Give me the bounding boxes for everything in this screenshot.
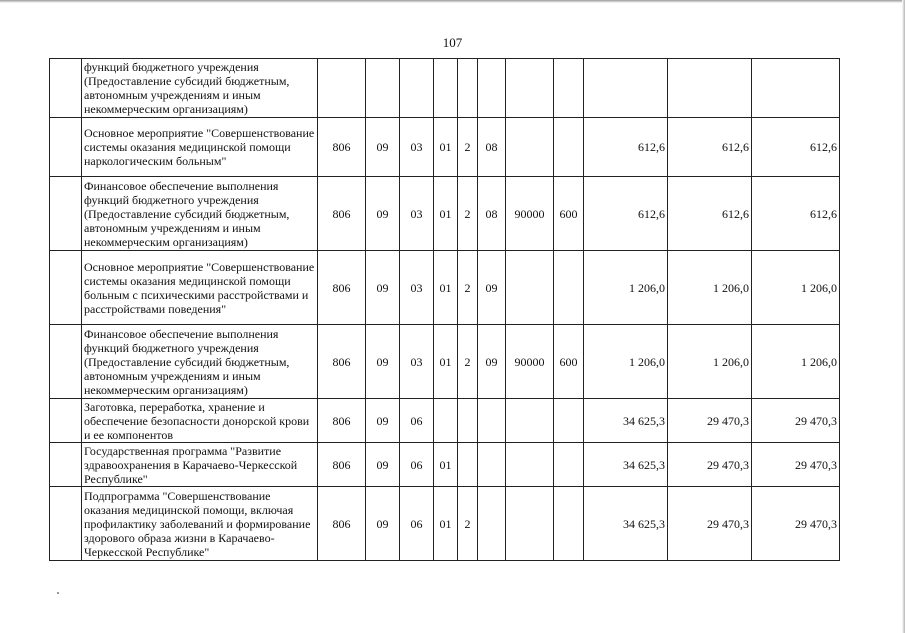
table-row — [50, 251, 840, 325]
code-direction — [506, 487, 554, 561]
code-section: 09 — [366, 487, 400, 561]
scan-edge-top — [0, 0, 905, 3]
page-number: 107 — [442, 35, 463, 50]
row-description: Финансовое обеспечение выполнения функций бюджетного учреждения (Предоставление субсидий бюджетным, автономным учреждениям и иным некоммерческим организациям) — [82, 325, 318, 399]
amount-1: 34 625,3 — [584, 399, 668, 443]
code-section: 09 — [366, 399, 400, 443]
code-ministry: 806 — [318, 487, 366, 561]
budget-table — [49, 58, 840, 561]
amount-3: 612,6 — [752, 118, 840, 177]
row-description: Государственная программа "Развитие здравоохранения в Карачаево-Черкесской Республике" — [82, 443, 318, 487]
amount-3: 1 206,0 — [752, 251, 840, 325]
row-gap-cell — [50, 59, 82, 118]
amount-1: 1 206,0 — [584, 325, 668, 399]
code-subsection — [400, 59, 434, 118]
code-section: 09 — [366, 325, 400, 399]
row-description: функций бюджетного учреждения (Предоставление субсидий бюджетным, автономным учреждениям и иным некоммерческим организациям) — [82, 59, 318, 118]
amount-2: 29 470,3 — [668, 443, 752, 487]
code-direction — [506, 443, 554, 487]
code-subprogram — [458, 443, 478, 487]
code-direction — [506, 59, 554, 118]
code-subprogram: 2 — [458, 177, 478, 251]
code-expense-type — [554, 118, 584, 177]
amount-1: 612,6 — [584, 118, 668, 177]
amount-3: 612,6 — [752, 177, 840, 251]
amount-3: 29 470,3 — [752, 443, 840, 487]
code-section: 09 — [366, 251, 400, 325]
amount-2: 1 206,0 — [668, 251, 752, 325]
row-description: Основное мероприятие "Совершенствование системы оказания медицинской помощи наркологическим больным" — [82, 118, 318, 177]
code-ministry: 806 — [318, 399, 366, 443]
code-subsection: 06 — [400, 487, 434, 561]
row-gap-cell — [50, 443, 82, 487]
amount-3 — [752, 59, 840, 118]
table-row — [50, 325, 840, 399]
code-program — [434, 399, 458, 443]
code-subsection: 03 — [400, 251, 434, 325]
code-direction — [506, 118, 554, 177]
code-subprogram: 2 — [458, 118, 478, 177]
amount-1: 34 625,3 — [584, 487, 668, 561]
code-section: 09 — [366, 177, 400, 251]
code-direction: 90000 — [506, 177, 554, 251]
amount-2: 29 470,3 — [668, 399, 752, 443]
code-section — [366, 59, 400, 118]
amount-2: 612,6 — [668, 118, 752, 177]
table-row — [50, 399, 840, 443]
code-measure — [478, 443, 506, 487]
code-subprogram — [458, 399, 478, 443]
code-measure: 08 — [478, 118, 506, 177]
code-expense-type: 600 — [554, 177, 584, 251]
code-expense-type — [554, 487, 584, 561]
code-ministry: 806 — [318, 325, 366, 399]
row-gap-cell — [50, 325, 82, 399]
code-program: 01 — [434, 487, 458, 561]
code-direction: 90000 — [506, 325, 554, 399]
code-measure: 09 — [478, 251, 506, 325]
row-gap-cell — [50, 177, 82, 251]
table-row — [50, 118, 840, 177]
row-description: Финансовое обеспечение выполнения функций бюджетного учреждения (Предоставление субсидий бюджетным, автономным учреждениям и иным некоммерческим организациям) — [82, 177, 318, 251]
code-subsection: 06 — [400, 399, 434, 443]
code-program — [434, 59, 458, 118]
amount-2: 612,6 — [668, 177, 752, 251]
code-subprogram: 2 — [458, 325, 478, 399]
row-gap-cell — [50, 487, 82, 561]
code-expense-type — [554, 59, 584, 118]
code-program: 01 — [434, 118, 458, 177]
amount-3: 29 470,3 — [752, 487, 840, 561]
table-row — [50, 443, 840, 487]
code-measure — [478, 59, 506, 118]
code-program: 01 — [434, 325, 458, 399]
code-direction — [506, 251, 554, 325]
code-expense-type — [554, 399, 584, 443]
code-ministry: 806 — [318, 177, 366, 251]
code-ministry — [318, 59, 366, 118]
row-gap-cell — [50, 399, 82, 443]
code-subprogram: 2 — [458, 487, 478, 561]
code-program: 01 — [434, 443, 458, 487]
row-description: Заготовка, переработка, хранение и обеспечение безопасности донорской крови и ее компонентов — [82, 399, 318, 443]
code-measure — [478, 399, 506, 443]
row-description: Основное мероприятие "Совершенствование системы оказания медицинской помощи больным с психическими расстройствами и расстройствами поведения" — [82, 251, 318, 325]
code-section: 09 — [366, 118, 400, 177]
code-ministry: 806 — [318, 118, 366, 177]
amount-1 — [584, 59, 668, 118]
code-program: 01 — [434, 251, 458, 325]
table-row — [50, 177, 840, 251]
amount-2 — [668, 59, 752, 118]
code-ministry: 806 — [318, 443, 366, 487]
row-gap-cell — [50, 251, 82, 325]
code-direction — [506, 399, 554, 443]
amount-2: 29 470,3 — [668, 487, 752, 561]
table-row — [50, 59, 840, 118]
amount-3: 29 470,3 — [752, 399, 840, 443]
code-subsection: 03 — [400, 325, 434, 399]
amount-1: 612,6 — [584, 177, 668, 251]
code-expense-type — [554, 251, 584, 325]
code-measure — [478, 487, 506, 561]
code-subsection: 06 — [400, 443, 434, 487]
row-description: Подпрограмма "Совершенствование оказания медицинской помощи, включая профилактику заболеваний и формирование здорового образа жизни в Карачаево-Черкесской Республике" — [82, 487, 318, 561]
code-measure: 08 — [478, 177, 506, 251]
code-expense-type: 600 — [554, 325, 584, 399]
amount-2: 1 206,0 — [668, 325, 752, 399]
code-measure: 09 — [478, 325, 506, 399]
code-subprogram — [458, 59, 478, 118]
amount-3: 1 206,0 — [752, 325, 840, 399]
code-subprogram: 2 — [458, 251, 478, 325]
code-subsection: 03 — [400, 177, 434, 251]
row-gap-cell — [50, 118, 82, 177]
scan-speck — [57, 592, 59, 594]
table-row — [50, 487, 840, 561]
code-ministry: 806 — [318, 251, 366, 325]
code-subsection: 03 — [400, 118, 434, 177]
code-program: 01 — [434, 177, 458, 251]
code-section: 09 — [366, 443, 400, 487]
amount-1: 1 206,0 — [584, 251, 668, 325]
code-expense-type — [554, 443, 584, 487]
amount-1: 34 625,3 — [584, 443, 668, 487]
